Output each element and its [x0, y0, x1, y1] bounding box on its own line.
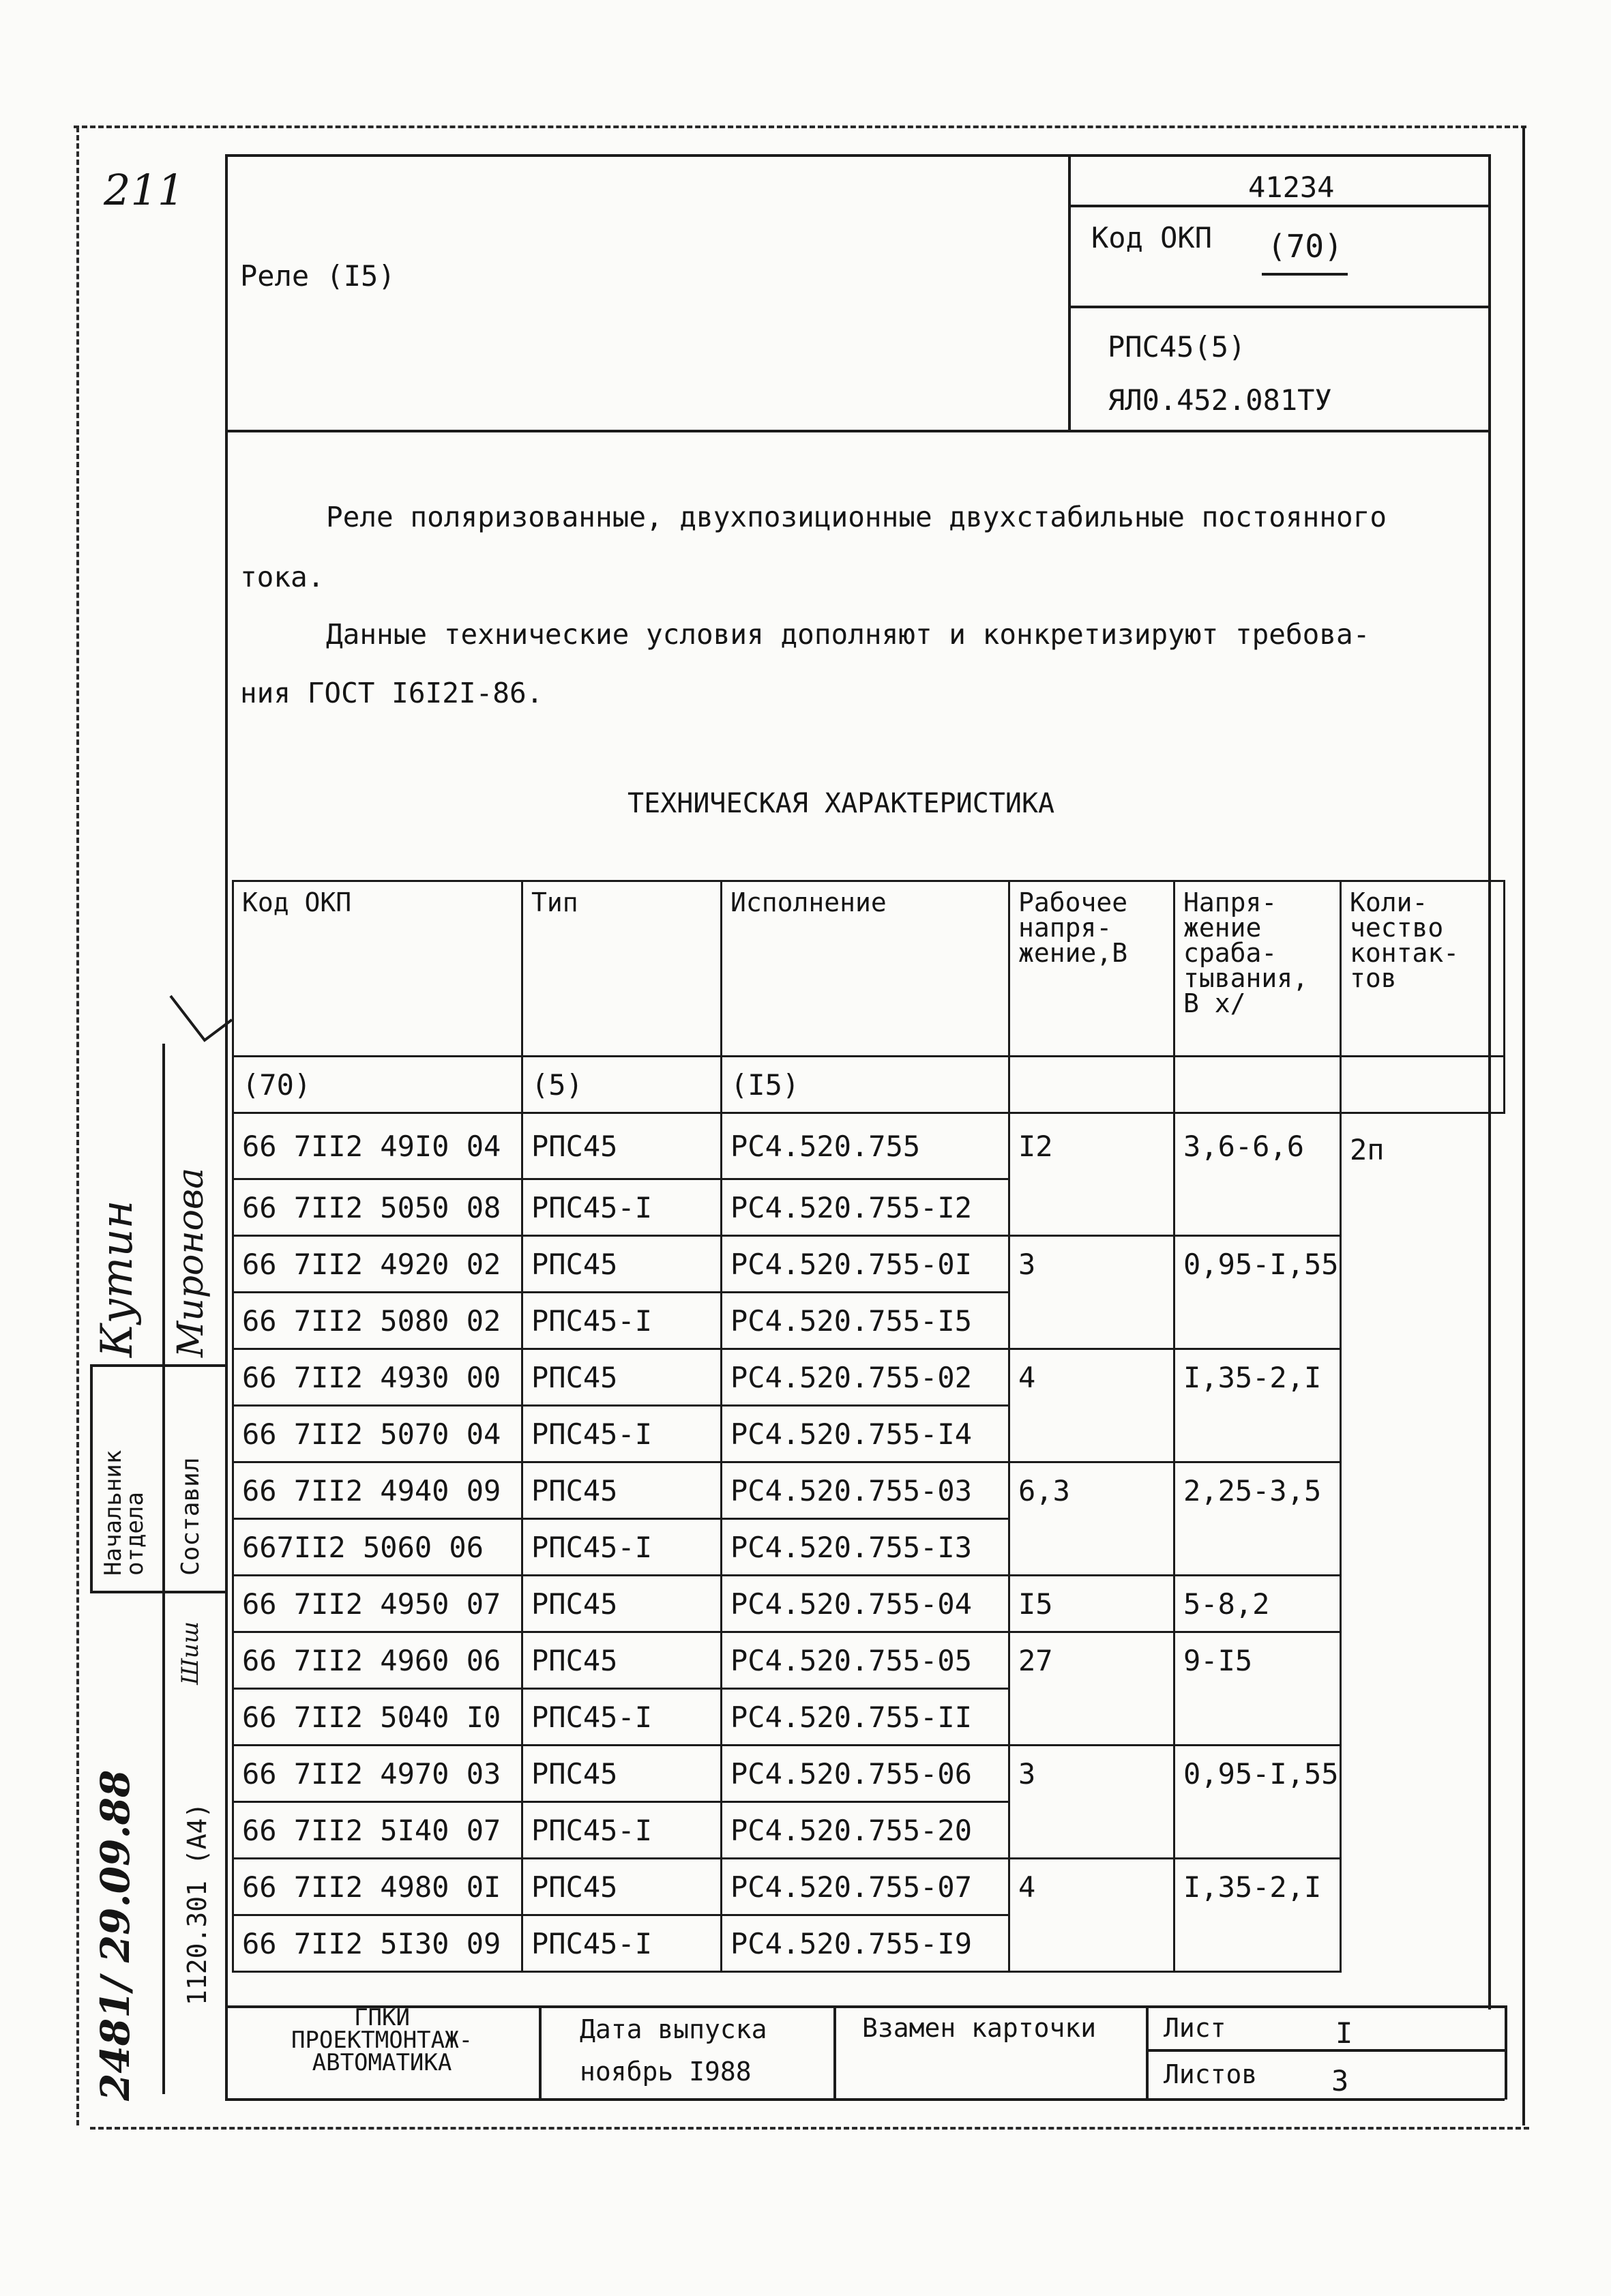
row-code: 66 7II2 4930 00	[233, 1349, 522, 1406]
row-voltage	[1009, 1802, 1174, 1859]
table-header-row	[233, 881, 1505, 1057]
check-mark	[164, 982, 239, 1057]
row-execution: РС4.520.755-0I	[722, 1236, 1009, 1293]
row-code: 66 7II2 5080 02	[233, 1293, 522, 1349]
footer-sheet-divider	[1146, 2049, 1505, 2052]
row-execution: РС4.520.755-03	[722, 1462, 1009, 1519]
row-type: РПС45	[522, 1113, 722, 1179]
row-type: РПС45	[522, 1746, 722, 1802]
row-voltage: I5	[1009, 1576, 1174, 1632]
row-trip: 5-8,2	[1174, 1576, 1341, 1632]
row-voltage	[1009, 1689, 1174, 1746]
stamp-box-top	[90, 1364, 225, 1367]
archive-date: 2481/ 29.09.88	[92, 1769, 138, 2101]
row-type: РПС45-I	[522, 1179, 722, 1236]
okp-label: Код ОКП	[1091, 221, 1213, 254]
table-row	[233, 1859, 1505, 1915]
row-trip	[1174, 1519, 1341, 1576]
paragraph-1-line-2: тока.	[240, 561, 325, 593]
row-trip: 0,95-I,55	[1174, 1236, 1341, 1293]
row-execution: РС4.520.755-20	[722, 1802, 1009, 1859]
table-code-row	[233, 1057, 1505, 1113]
frame-top	[74, 126, 1526, 128]
row-code: 66 7II2 4940 09	[233, 1462, 522, 1519]
row-code: 66 7II2 5040 I0	[233, 1689, 522, 1746]
code-okp: (70)	[233, 1057, 522, 1113]
row-voltage: 3	[1009, 1236, 1174, 1293]
row-type: РПС45-I	[522, 1689, 722, 1746]
table-row	[233, 1406, 1505, 1462]
section-title: ТЕХНИЧЕСКАЯ ХАРАКТЕРИСТИКА	[627, 788, 1055, 819]
table-row	[233, 1349, 1505, 1406]
header-voltage: Рабочее напря- жение,В	[1018, 887, 1128, 968]
row-type: РПС45-I	[522, 1915, 722, 1972]
relay-type: РПС45(5)	[1108, 330, 1246, 364]
row-trip	[1174, 1689, 1341, 1746]
replaces-label: Взамен карточки	[862, 2013, 1097, 2043]
row-execution: РС4.520.755-05	[722, 1632, 1009, 1689]
row-type: РПС45	[522, 1576, 722, 1632]
head-label: Начальник отдела	[100, 1449, 149, 1576]
issue-label: Дата выпуска	[580, 2014, 767, 2044]
row-type: РПС45	[522, 1859, 722, 1915]
sheet-label: Лист	[1164, 2013, 1226, 2043]
spec-doc: ЯЛ0.452.081ТУ	[1108, 383, 1332, 417]
compiler-label: Составил	[177, 1457, 205, 1576]
header-type-divider	[1068, 306, 1491, 308]
okp-class-underline	[1262, 273, 1348, 276]
row-trip: 0,95-I,55	[1174, 1746, 1341, 1802]
header-trip: Напря- жение сраба- тывания, В х/	[1183, 887, 1309, 1018]
row-voltage	[1009, 1915, 1174, 1972]
code-execution: (I5)	[722, 1057, 1009, 1113]
header-divider	[225, 430, 1491, 432]
row-execution: РС4.520.755-I3	[722, 1519, 1009, 1576]
row-execution: РС4.520.755-I2	[722, 1179, 1009, 1236]
card-top	[225, 154, 1491, 157]
header-contacts: Коли- чество контак- тов	[1350, 887, 1460, 993]
table-row	[233, 1632, 1505, 1689]
frame-left	[76, 127, 79, 2125]
product-name: Реле (I5)	[240, 259, 396, 293]
header-type: Тип	[531, 887, 578, 917]
table-row	[233, 1915, 1505, 1972]
code-type: (5)	[522, 1057, 722, 1113]
paragraph-2-line-2: ния ГОСТ I6I2I-86.	[240, 677, 544, 709]
table-row	[233, 1746, 1505, 1802]
row-type: РПС45-I	[522, 1519, 722, 1576]
row-voltage: 4	[1009, 1859, 1174, 1915]
row-trip: I,35-2,I	[1174, 1349, 1341, 1406]
row-trip: I,35-2,I	[1174, 1859, 1341, 1915]
row-type: РПС45	[522, 1462, 722, 1519]
row-execution: РС4.520.755-II	[722, 1689, 1009, 1746]
spec-table	[232, 880, 1505, 1973]
stamp-box-left	[90, 1364, 93, 1592]
row-execution: РС4.520.755-04	[722, 1576, 1009, 1632]
row-code: 66 7II2 5I40 07	[233, 1802, 522, 1859]
table-row	[233, 1293, 1505, 1349]
footer-div-2	[833, 2005, 836, 2100]
row-voltage: 6,3	[1009, 1462, 1174, 1519]
row-type: РПС45-I	[522, 1802, 722, 1859]
row-contacts: 2п	[1341, 1113, 1505, 1972]
header-vertical	[1068, 154, 1071, 431]
row-trip: 2,25-3,5	[1174, 1462, 1341, 1519]
okp-code: 41234	[1248, 171, 1335, 204]
frame-bottom	[90, 2127, 1529, 2130]
row-type: РПС45-I	[522, 1293, 722, 1349]
issue-date: ноябрь I988	[580, 2057, 752, 2087]
row-execution: РС4.520.755-02	[722, 1349, 1009, 1406]
row-trip: 3,6-6,6	[1174, 1113, 1341, 1179]
footer-div-3	[1146, 2005, 1149, 2100]
row-code: 66 7II2 4920 02	[233, 1236, 522, 1293]
row-code: 66 7II2 5070 04	[233, 1406, 522, 1462]
row-code: 66 7II2 4950 07	[233, 1576, 522, 1632]
row-code: 667II2 5060 06	[233, 1519, 522, 1576]
row-type: РПС45	[522, 1349, 722, 1406]
table-row	[233, 1236, 1505, 1293]
row-voltage: 3	[1009, 1746, 1174, 1802]
row-trip	[1174, 1406, 1341, 1462]
row-type: РПС45-I	[522, 1406, 722, 1462]
row-code: 66 7II2 5050 08	[233, 1179, 522, 1236]
row-code: 66 7II2 4970 03	[233, 1746, 522, 1802]
row-trip	[1174, 1802, 1341, 1859]
header-okp: Код ОКП	[242, 887, 352, 917]
footer-org: ГПКИ ПРОЕКТМОНТАЖ- АВТОМАТИКА	[291, 2004, 473, 2076]
row-voltage: I2	[1009, 1113, 1174, 1179]
row-voltage: 27	[1009, 1632, 1174, 1689]
table-row	[233, 1576, 1505, 1632]
row-code: 66 7II2 4980 0I	[233, 1859, 522, 1915]
row-type: РПС45	[522, 1236, 722, 1293]
row-execution: РС4.520.755	[722, 1113, 1009, 1179]
page-number: 211	[104, 165, 185, 215]
table-row	[233, 1519, 1505, 1576]
header-code-divider	[1068, 205, 1491, 207]
row-voltage	[1009, 1179, 1174, 1236]
frame-right	[1522, 127, 1525, 2125]
row-voltage	[1009, 1293, 1174, 1349]
row-execution: РС4.520.755-I5	[722, 1293, 1009, 1349]
row-trip	[1174, 1179, 1341, 1236]
sheet-value: I	[1335, 2016, 1353, 2050]
sheets-label: Листов	[1164, 2059, 1258, 2089]
table-row	[233, 1802, 1505, 1859]
table-row	[233, 1689, 1505, 1746]
row-execution: РС4.520.755-I4	[722, 1406, 1009, 1462]
table-row	[233, 1113, 1505, 1179]
row-voltage	[1009, 1406, 1174, 1462]
row-voltage	[1009, 1519, 1174, 1576]
row-voltage: 4	[1009, 1349, 1174, 1406]
row-code: 66 7II2 4960 06	[233, 1632, 522, 1689]
paragraph-2-line-1: Данные технические условия дополняют и конкретизируют требова-	[326, 618, 1370, 651]
okp-class: (70)	[1267, 228, 1343, 265]
footer-div-1	[539, 2005, 542, 2100]
row-trip	[1174, 1915, 1341, 1972]
row-code: 66 7II2 49I0 04	[233, 1113, 522, 1179]
stamp-box-bottom	[90, 1591, 225, 1593]
row-execution: РС4.520.755-07	[722, 1859, 1009, 1915]
paragraph-1-line-1: Реле поляризованные, двухпозиционные двухстабильные постоянного	[326, 501, 1387, 533]
header-execution: Исполнение	[730, 887, 887, 917]
stamp-divider	[162, 1044, 165, 2094]
row-execution: РС4.520.755-I9	[722, 1915, 1009, 1972]
row-trip: 9-I5	[1174, 1632, 1341, 1689]
table-row	[233, 1462, 1505, 1519]
small-signature: Шиш	[177, 1621, 204, 1685]
archive-code: 1120.301 (А4)	[182, 1802, 212, 2005]
sheets-value: 3	[1331, 2064, 1349, 2098]
card-left	[225, 154, 228, 2100]
row-code: 66 7II2 5I30 09	[233, 1915, 522, 1972]
compiler-signature: Миронова	[171, 1167, 211, 1357]
row-trip	[1174, 1293, 1341, 1349]
head-signature: Кутин	[92, 1200, 143, 1357]
footer-bottom	[225, 2098, 1505, 2101]
row-type: РПС45	[522, 1632, 722, 1689]
row-execution: РС4.520.755-06	[722, 1746, 1009, 1802]
footer-div-4	[1505, 2005, 1507, 2100]
table-row	[233, 1179, 1505, 1236]
